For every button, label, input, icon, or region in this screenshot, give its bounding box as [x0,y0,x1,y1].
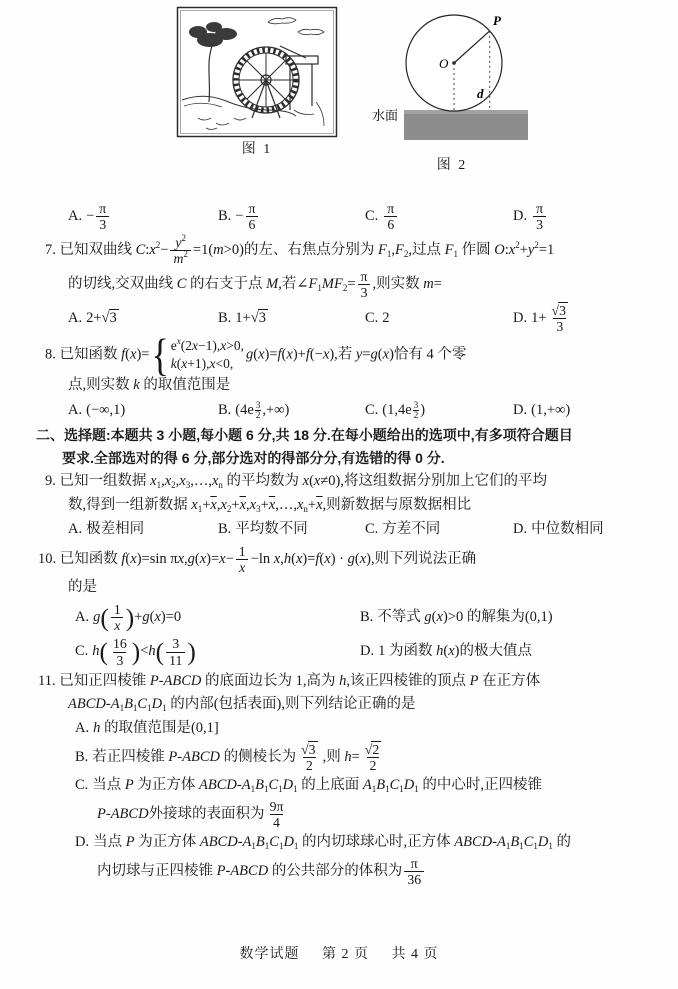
option-A: A. 极差相同 [68,521,145,538]
q8-options [68,400,678,422]
option-label: C. [365,309,379,326]
option-C: C. 2 [365,309,390,326]
q9-line-2: 数,得到一组新数据 $x_1+\overline{x},x_2+\overline{x},x_3+\overline{x},\dots,x_n+\overline{x}$,则新数据与原数据相比 [68,496,472,514]
q11-line-2: ABCD-$A_1B_1C_1D_1$ 的内部(包括表面),则下列结论正确的是 [68,696,416,714]
option-label: D. [513,521,528,538]
section-2-header-line-1: 二、选择题:本题共 3 小题,每小题 6 分,共 18 分.在每小题给出的选项中,有多项符合题目 [36,426,573,443]
figures-row [0,0,678,198]
option-label: D. [513,402,528,418]
water-band [404,110,528,140]
option-label: D. [360,643,375,660]
q10-line-1: 10. 已知函数 f(x)=sin πx,g(x)=x− $\frac{1}{x}$ −ln x,h(x)=f(x) · g(x),则下列说法正确 [38,544,477,576]
q9-line-1: 9. 已知一组数据 $x_1,x_2,x_3,\dots,x_n$ 的平均数为 x(x≠0),将这组数据分别加上它们的平均 [45,472,548,490]
figure-1-caption: 图 1 [241,142,273,157]
option-label: A. [75,720,90,737]
waterwheel-illustration [176,6,338,138]
option-label: A. [68,207,83,224]
option-label: D. [513,309,528,326]
option-B: B. 不等式 g(x)>0 的解集为(0,1) [360,608,553,625]
footer-title: 数学试题 [239,947,300,962]
q6-options [68,201,678,232]
option-label: B. [75,748,89,765]
q11-line-1: 11. 已知正四棱锥 P-ABCD 的底面边长为 1,高为 h,该正四棱锥的顶点 P 在正方体 [38,672,541,689]
option-label: A. [75,609,90,626]
option-label: C. [365,521,379,538]
q9-options [68,519,678,541]
option-B: B. 1+√3 [218,309,266,326]
option-label: C. [365,402,379,418]
center-label: O [439,56,449,71]
point-label: P [493,13,501,28]
option-label: B. [360,608,374,625]
q11-option-d-line-1: D. 当点 P 为正方体 ABCD-$A_1B_1C_1D_1$ 的内切球球心时,正方体 ABCD-$A_1B_1C_1D_1$ 的 [75,834,571,852]
option-label: B. [218,521,232,538]
q8-line-1: 8. 已知函数 f(x)= { $e^x(2x-1),x>0$, k(x+1),x<0, g(x)=f(x)+f(−x),若 y=g(x)恰有 4 个零 [45,330,467,381]
option-D: D. 1 为函数 h(x)的极大值点 [360,643,532,660]
figure-1 [176,6,338,160]
option-D: D. (1,+∞) [513,402,571,418]
option-C: C. 方差不同 [365,521,441,538]
q10-line-2: 的是 [68,579,97,596]
option-A: A. (−∞,1) [68,402,126,418]
circle-water-diagram [368,4,536,154]
q10-options-ab [75,602,678,633]
option-C: C. $\frac{\pi}{6}$ [365,201,513,232]
option-label: D. [513,207,528,224]
option-label: A. [68,521,83,538]
option-B: B. − $\frac{\pi}{6}$ [218,201,365,232]
option-A: A. − $\frac{\pi}{3}$ [68,201,218,232]
q11-option-c-line-2: P-ABCD外接球的表面积为 $\frac{9\pi}{4}$ [97,799,284,831]
option-label: B. [218,402,232,418]
option-D: D. 1+ $\frac{√3}{3}$ [513,302,566,335]
distance-label: d [477,86,484,101]
q11-option-a: A. h 的取值范围是(0,1] [75,720,219,737]
option-label: A. [68,309,83,326]
figure-2-caption: 图 2 [436,158,468,173]
q11-option-b: B. 若正四棱锥 P-ABCD 的侧棱长为 $\frac{√3}{2}$ ,则 h= $\frac{√2}{2}$ [75,741,380,774]
q8-line-2: 点,则实数 k 的取值范围是 [68,377,231,394]
option-label: B. [218,207,232,224]
option-label: C. [75,643,89,660]
option-label: A. [68,402,83,418]
option-B: B. (4e $^{\frac{3}{2}}$ ,+∞) [218,400,290,420]
footer-page-number: 第 2 页 [322,947,369,962]
footer-page-total: 共 4 页 [391,947,439,962]
q11-option-c-line-1: C. 当点 P 为正方体 ABCD-$A_1B_1C_1D_1$ 的上底面 $A_1B_1C_1D_1$ 的中心时,正四棱锥 [75,777,542,795]
option-label: B. [218,309,232,326]
section-2-header-line-2: 要求.全部选对的得 6 分,部分选对的得部分分,有选错的得 0 分. [62,449,445,466]
option-label: D. [75,834,90,851]
option-B: B. 平均数不同 [218,521,308,538]
option-A: A. g( $\frac{1}{x}$ )+g(x)=0 [75,602,182,634]
q11-option-d-line-2: 内切球与正四棱锥 P-ABCD 的公共部分的体积为 $\frac{\pi}{36}$ [97,856,678,887]
option-D: D. $\frac{\pi}{3}$ [513,201,678,232]
option-C: C. (1,4e $^{\frac{3}{2}}$ ) [365,400,426,420]
option-label: C. [75,777,89,794]
water-surface-label: 水面 [372,108,399,123]
option-A: A. 2+√3 [68,309,117,326]
questions-body [0,201,678,887]
q7-line-2: 的切线,交双曲线 C 的右支于点 M,若$\angle F_1MF_2=$ $\frac{\pi}{3}$ ,则实数 m= [68,268,442,300]
figure-2 [368,4,536,176]
page-footer [0,944,678,965]
q10-options-cd [75,636,678,667]
option-C: C. h( $\frac{16}{3}$ )<h( $\frac{3}{11}$ ) [75,636,196,668]
option-label: C. [365,207,379,224]
q7-line-1: 7. 已知双曲线 $C:x^2-$ $\frac{y^2}{m^2}$ =1(m>0)的左、右焦点分别为 $F_1,F_2$,过点 $F_1$ 作圆 $O:x^2+y^2=1$ [45,233,555,267]
option-D: D. 中位数相同 [513,521,604,538]
